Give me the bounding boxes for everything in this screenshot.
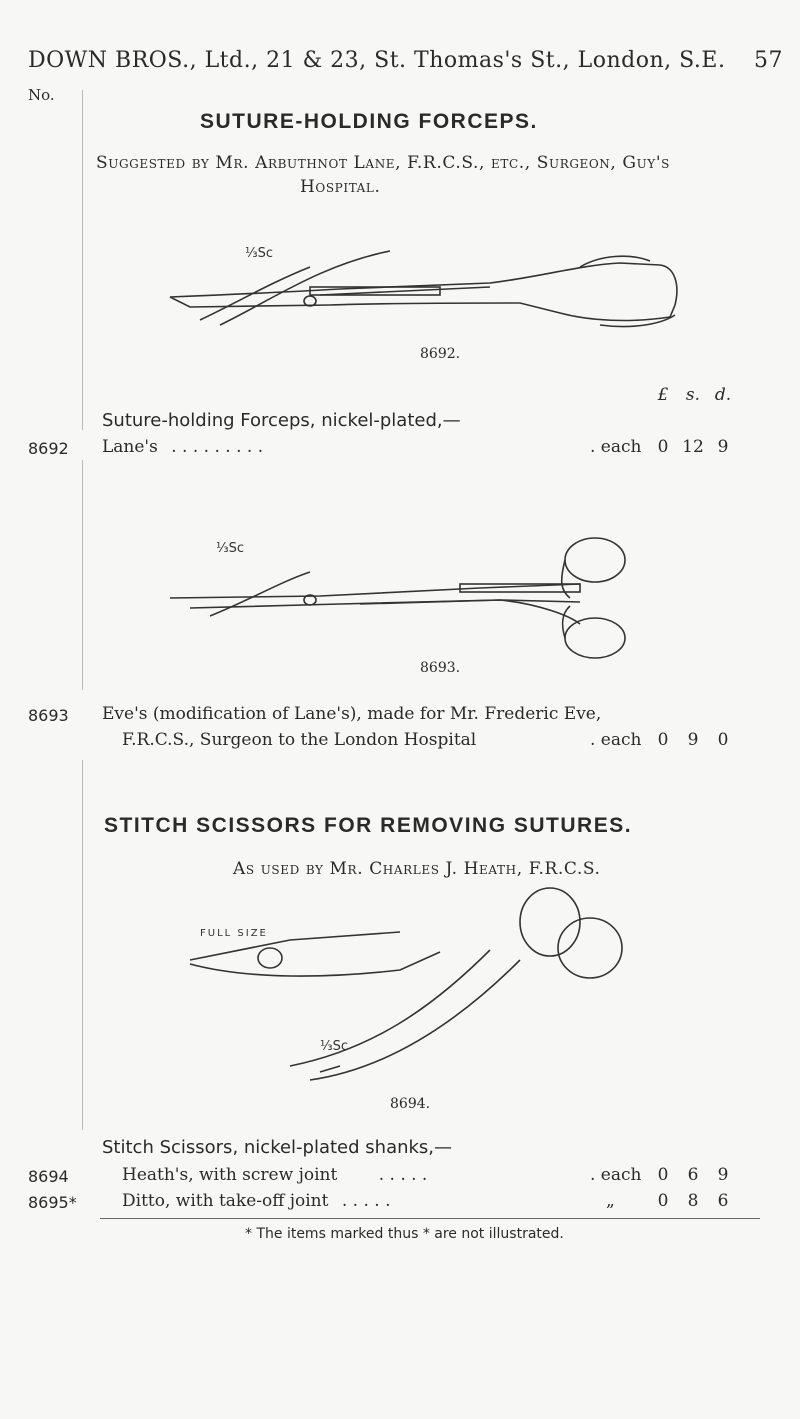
column-rule: [82, 90, 83, 430]
item-8693-unit: . each: [590, 730, 642, 750]
figure1-scale: ⅓Sc: [245, 246, 273, 261]
item-8695-unit: „: [606, 1191, 615, 1211]
header-text: DOWN BROS., Ltd., 21 & 23, St. Thomas's St., London, S.E.: [28, 48, 726, 73]
scissors-illustration: [170, 880, 650, 1090]
forceps-illustration: [160, 225, 720, 345]
currency-header: [648, 385, 738, 405]
forceps-eve-illustration: [160, 520, 660, 660]
item-8695-dots: . . . . .: [341, 1191, 391, 1211]
currency-pence: d.: [714, 385, 732, 405]
column-rule: [82, 460, 83, 690]
figure3-scale: ⅓Sc: [320, 1039, 348, 1054]
section-title-forceps: SUTURE-HOLDING FORCEPS.: [200, 110, 538, 133]
price-shillings: 8: [687, 1191, 699, 1211]
item-8695-label: Ditto, with take-off joint: [122, 1191, 329, 1211]
item-8692-line2: [102, 437, 263, 457]
section-title-scissors: STITCH SCISSORS FOR REMOVING SUTURES.: [104, 814, 633, 837]
price-pounds: 0: [657, 437, 669, 457]
item-8692-dots: . . . . . . . . .: [171, 437, 264, 457]
item-8692-line1: Suture-holding Forceps, nickel-plated,—: [102, 410, 461, 431]
currency-pounds: £: [657, 385, 669, 405]
price-shillings: 12: [682, 437, 704, 457]
price-pence: 9: [717, 1165, 729, 1185]
figure3-caption: 8694.: [390, 1096, 431, 1112]
price-pence: 0: [717, 730, 729, 750]
column-label: No.: [28, 86, 55, 104]
item-8692-label: Lane's: [102, 437, 158, 457]
item-8694-label: Heath's, with screw joint: [122, 1165, 338, 1185]
item-8695-number: 8695*: [28, 1193, 77, 1212]
footnote-rule: [100, 1218, 760, 1219]
full-size-label: FULL SIZE: [200, 928, 268, 939]
item-8694-number: 8694: [28, 1167, 69, 1186]
item-8694-unit: . each: [590, 1165, 642, 1185]
figure2-scale: ⅓Sc: [216, 541, 244, 556]
section-subtitle-line1: Suggested by Mr. Arbuthnot Lane, F.R.C.S., etc., Surgeon, Guy's: [96, 153, 670, 173]
price-pounds: 0: [657, 1165, 669, 1185]
scissors-intro: Stitch Scissors, nickel-plated shanks,—: [102, 1137, 453, 1158]
figure-forceps-8693: [160, 520, 660, 660]
item-8693-line2: F.R.C.S., Surgeon to the London Hospital: [122, 730, 477, 750]
price-pounds: 0: [657, 1191, 669, 1211]
footnote: * The items marked thus * are not illustrated.: [245, 1226, 564, 1242]
item-8693-number: 8693: [28, 706, 69, 725]
price-shillings: 9: [687, 730, 699, 750]
figure-scissors-8694: [170, 880, 650, 1090]
item-8694-line: [122, 1165, 427, 1185]
price-pence: 6: [717, 1191, 729, 1211]
price-pence: 9: [717, 437, 729, 457]
item-8692-unit: . each: [590, 437, 642, 457]
item-8692-number: 8692: [28, 439, 69, 458]
price-shillings: 6: [687, 1165, 699, 1185]
item-8694-dots: . . . . .: [378, 1165, 428, 1185]
section2-subtitle: As used by Mr. Charles J. Heath, F.R.C.S.: [233, 859, 601, 879]
item-8694-price: [648, 1165, 738, 1185]
item-8695-price: [648, 1191, 738, 1211]
currency-shillings: s.: [685, 385, 701, 405]
page-header: [28, 48, 783, 73]
figure1-caption: 8692.: [420, 346, 461, 362]
figure-forceps-8692: [160, 225, 720, 345]
item-8695-line: [122, 1191, 391, 1211]
item-8693-price: [648, 730, 738, 750]
item-8693-line1: Eve's (modification of Lane's), made for Mr. Frederic Eve,: [102, 704, 602, 724]
page-number: 57: [754, 48, 783, 73]
figure2-caption: 8693.: [420, 660, 461, 676]
column-rule: [82, 760, 83, 1130]
price-pounds: 0: [657, 730, 669, 750]
section-subtitle-line2: Hospital.: [300, 177, 381, 197]
item-8692-price: [648, 437, 738, 457]
